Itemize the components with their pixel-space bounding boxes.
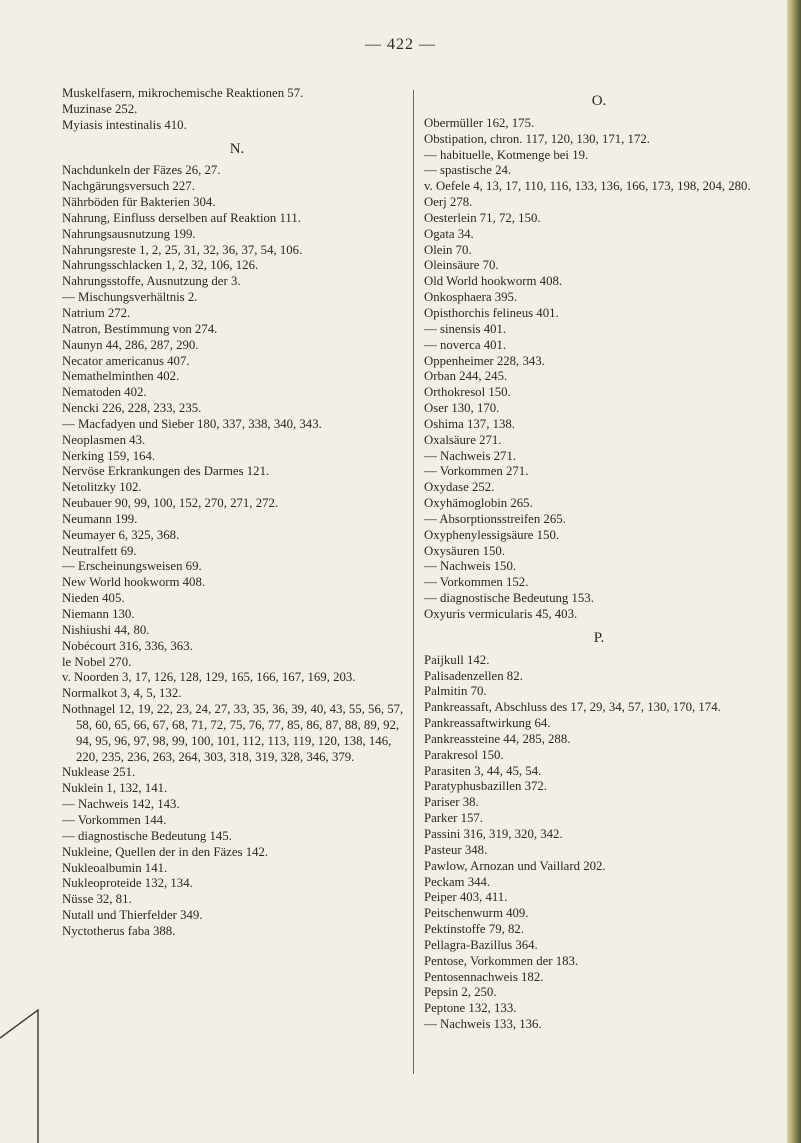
index-entry: Parasiten 3, 44, 45, 54.	[424, 763, 542, 778]
corner-fold-mark	[0, 1000, 40, 1143]
index-entry: Nuklein 1, 132, 141.	[62, 781, 168, 796]
index-entry: — Mischungsverhältnis 2.	[62, 290, 198, 305]
index-entry: — Nachweis 271.	[424, 448, 517, 463]
index-entry: Natron, Bestimmung von 274.	[62, 321, 218, 336]
index-entry: — Erscheinungsweisen 69.	[62, 559, 202, 574]
index-entry: Nyctotherus faba 388.	[62, 923, 176, 938]
index-entry: Pellagra-Bazillus 364.	[424, 937, 538, 952]
index-entry: — diagnostische Bedeutung 145.	[62, 828, 232, 843]
index-entry: Nervöse Erkrankungen des Darmes 121.	[62, 464, 270, 479]
index-entry: Muzinase 252.	[62, 101, 138, 116]
index-entry: Nemathelminthen 402.	[62, 369, 180, 384]
index-entry: Oshima 137, 138.	[424, 416, 515, 431]
index-entry: Nachdunkeln der Fäzes 26, 27.	[62, 163, 221, 178]
index-entry: Opisthorchis felineus 401.	[424, 305, 559, 320]
index-entry: Nukleoalbumin 141.	[62, 860, 168, 875]
index-entry: le Nobel 270.	[62, 654, 132, 669]
index-entry: — spastische 24.	[424, 163, 512, 178]
page-edge-shadow	[787, 0, 801, 1143]
index-entry: — Vorkommen 144.	[62, 812, 167, 827]
index-entry: Paratyphusbazillen 372.	[424, 779, 547, 794]
index-entry: Nahrungsschlacken 1, 2, 32, 106, 126.	[62, 258, 259, 273]
index-entry: Nukleoproteide 132, 134.	[62, 876, 193, 891]
index-entry: Nahrungsstoffe, Ausnutzung der 3.	[62, 274, 241, 289]
index-entry: Nüsse 32, 81.	[62, 892, 132, 907]
index-entry: New World hookworm 408.	[62, 575, 206, 590]
index-entry: Pentose, Vorkommen der 183.	[424, 953, 579, 968]
index-entry: Netolitzky 102.	[62, 480, 142, 495]
index-entry: Neumann 199.	[62, 511, 138, 526]
index-entry: Orthokresol 150.	[424, 385, 511, 400]
index-entry: Peiper 403, 411.	[424, 890, 508, 905]
index-entry: Niemann 130.	[62, 607, 135, 621]
index-entry: Nukleine, Quellen der in den Fäzes 142.	[62, 844, 269, 859]
index-entry: Pasteur 348.	[424, 842, 488, 857]
index-entry: Pawlow, Arnozan und Vaillard 202.	[424, 858, 606, 873]
index-entry: Pepsin 2, 250.	[424, 985, 497, 1000]
index-entry: Normalkot 3, 4, 5, 132.	[62, 686, 182, 701]
index-entry: Ogata 34.	[424, 226, 474, 241]
section-letter: N.	[229, 140, 245, 157]
index-entry: — Nachweis 142, 143.	[62, 797, 180, 812]
column-divider	[413, 90, 414, 1074]
index-entry: Oxyhämoglobin 265.	[424, 496, 533, 511]
index-entry: — noverca 401.	[424, 337, 507, 352]
index-entry: — Absorptionsstreifen 265.	[424, 511, 566, 526]
index-entry: Nematoden 402.	[62, 385, 147, 400]
index-entry: — diagnostische Bedeutung 153.	[424, 591, 594, 606]
index-entry: v. Oefele 4, 13, 17, 110, 116, 133, 136, 166, 173, 198, 204, 280.	[424, 179, 751, 194]
index-entry: Passini 316, 319, 320, 342.	[424, 826, 563, 841]
index-entry: Obermüller 162, 175.	[424, 115, 535, 130]
index-entry: Neutralfett 69.	[62, 543, 137, 558]
index-entry: — Macfadyen und Sieber 180, 337, 338, 340, 343.	[62, 416, 322, 431]
index-entry: Nuklease 251.	[62, 765, 136, 780]
index-entry: Oxydase 252.	[424, 480, 495, 495]
index-entry: Oxyphenylessigsäure 150.	[424, 527, 560, 542]
index-entry: Nachgärungsversuch 227.	[62, 179, 195, 194]
index-entry: Pankreassaft, Abschluss des 17, 29, 34, 57, 130, 170, 174.	[424, 700, 721, 715]
index-entry: Orban 244, 245.	[424, 369, 508, 384]
index-entry: Nieden 405.	[62, 591, 125, 606]
index-entry: — sinensis 401.	[424, 321, 507, 336]
index-entry: Nutall und Thierfelder 349.	[62, 908, 203, 923]
index-entry: Oesterlein 71, 72, 150.	[424, 210, 541, 225]
index-entry: Onkosphaera 395.	[424, 290, 518, 305]
index-entry: Obstipation, chron. 117, 120, 130, 171, 172.	[424, 131, 650, 146]
index-entry: Muskelfasern, mikrochemische Reaktionen 57.	[62, 86, 304, 100]
index-entry: Old World hookworm 408.	[424, 274, 563, 289]
index-entry: Nothnagel 12, 19, 22, 23, 24, 27, 33, 35, 36, 39, 40, 43, 55, 56, 57, 58, 60, 65, 66, 67, 68, 71, 72, 75, 76, 77, 85, 86, 87, 88, 89, 92, 94, 95, 96, 97, 98, 99, 100, 101, 112, 113, 119, 120, 138, 146, 220, 235, 236, 263, 264, 303, 318, 319, 328, 346, 379.	[62, 702, 404, 764]
index-entry: v. Noorden 3, 17, 126, 128, 129, 165, 166, 167, 169, 203.	[62, 670, 356, 685]
index-entry: Oxysäuren 150.	[424, 543, 506, 558]
index-entry: Nobécourt 316, 336, 363.	[62, 638, 193, 653]
index-entry: Oppenheimer 228, 343.	[424, 353, 545, 368]
index-entry: Palisadenzellen 82.	[424, 668, 523, 683]
index-column-left	[62, 86, 412, 940]
index-entry: Pektinstoffe 79, 82.	[424, 922, 525, 937]
index-entry: Palmitin 70.	[424, 684, 487, 699]
index-entry: Olein 70.	[424, 242, 472, 257]
index-entry: — Nachweis 133, 136.	[424, 1017, 542, 1032]
index-entry: Oxyuris vermicularis 45, 403.	[424, 607, 578, 621]
index-entry: Pariser 38.	[424, 795, 479, 810]
index-entry: Oleinsäure 70.	[424, 258, 499, 273]
index-entry: Peckam 344.	[424, 874, 491, 889]
index-entry: Paijkull 142.	[424, 652, 490, 667]
index-entry: — Vorkommen 271.	[424, 464, 529, 479]
index-entry: Naunyn 44, 286, 287, 290.	[62, 337, 199, 352]
index-entry: Nerking 159, 164.	[62, 448, 156, 463]
page-number: — 422 —	[365, 36, 436, 53]
index-entry: Oerj 278.	[424, 195, 473, 210]
section-letter: O.	[591, 93, 607, 109]
index-entry: Peitschenwurm 409.	[424, 906, 529, 921]
index-entry: Oser 130, 170.	[424, 401, 500, 416]
index-entry: Pankreassaftwirkung 64.	[424, 716, 551, 731]
index-entry: — Vorkommen 152.	[424, 575, 529, 590]
index-entry: Pankreassteine 44, 285, 288.	[424, 731, 571, 746]
index-entry: Nahrungsausnutzung 199.	[62, 226, 196, 241]
index-entry: Natrium 272.	[62, 305, 131, 320]
index-entry: Pentosennachweis 182.	[424, 969, 544, 984]
index-entry: Neumayer 6, 325, 368.	[62, 527, 180, 542]
index-entry: Nishiushi 44, 80.	[62, 622, 150, 637]
index-column-right	[424, 86, 774, 1033]
index-entry: Nahrung, Einfluss derselben auf Reaktion 111.	[62, 210, 301, 225]
index-entry: Nencki 226, 228, 233, 235.	[62, 401, 202, 416]
index-entry: Neubauer 90, 99, 100, 152, 270, 271, 272.	[62, 496, 279, 511]
index-entry: Myiasis intestinalis 410.	[62, 117, 187, 132]
index-entry: — Nachweis 150.	[424, 559, 517, 574]
index-entry: Nährböden für Bakterien 304.	[62, 195, 216, 210]
index-entry: Peptone 132, 133.	[424, 1001, 517, 1016]
section-letter: P.	[593, 629, 605, 646]
index-entry: Parker 157.	[424, 811, 483, 826]
index-entry: — habituelle, Kotmenge bei 19.	[424, 147, 589, 162]
index-entry: Oxalsäure 271.	[424, 432, 502, 447]
index-entry: Parakresol 150.	[424, 747, 504, 762]
index-entry: Neoplasmen 43.	[62, 432, 146, 447]
index-entry: Necator americanus 407.	[62, 353, 190, 368]
index-entry: Nahrungsreste 1, 2, 25, 31, 32, 36, 37, 54, 106.	[62, 242, 303, 257]
